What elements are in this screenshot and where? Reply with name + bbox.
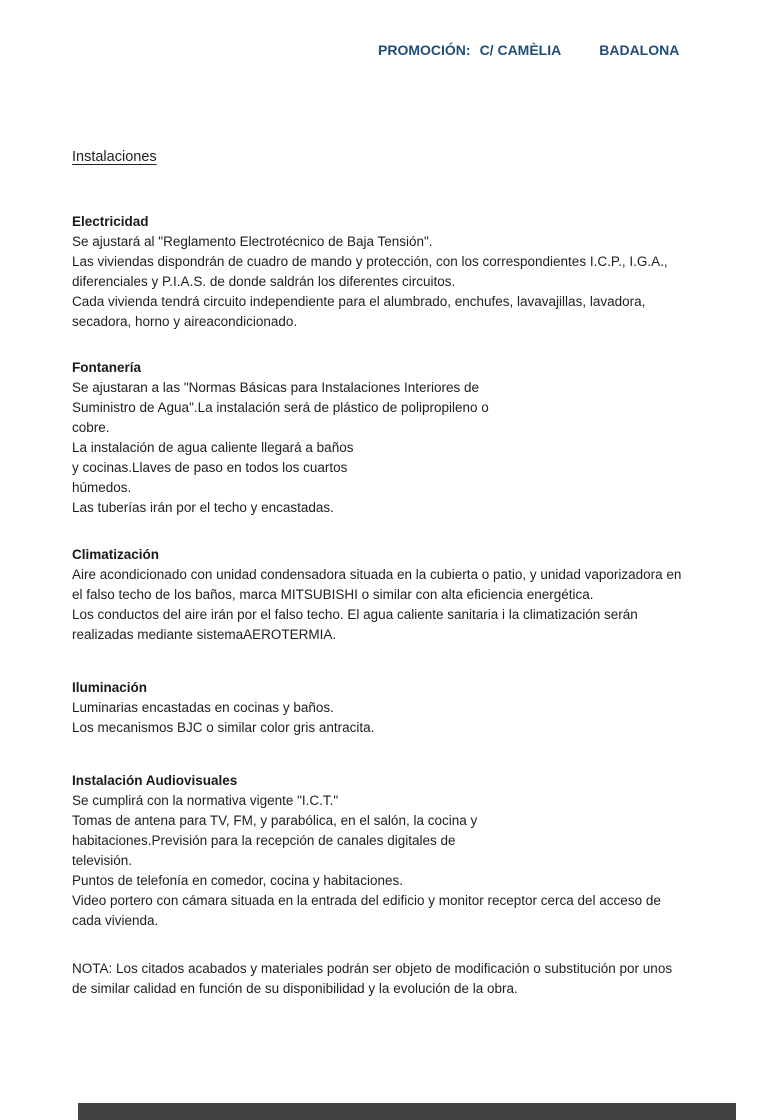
document-header — [0, 40, 763, 60]
promotion-city: BADALONA — [599, 42, 680, 58]
section-heading-climatizacion: Climatización — [72, 547, 160, 562]
section-heading-iluminacion: Iluminación — [72, 680, 148, 695]
section-body-electricidad: Se ajustará al "Reglamento Electrotécnico de Baja Tensión". Las viviendas dispondrán de cuadro de mando y protección, con los correspondientes I.C.P., I.G.A., diferenciales y P.I.A.S. de donde saldrán los diferentes circuitos. Cada vivienda tendrá circuito independiente para el alumbrado, enchufes, lavavajillas, lavadora, secadora, horno y aireacondicionado. — [72, 234, 668, 329]
section-body-iluminacion: Luminarias encastadas en cocinas y baños. Los mecanismos BJC o similar color gris antracita. — [72, 700, 375, 735]
page-title: Instalaciones — [72, 149, 157, 165]
section-fontaneria — [72, 358, 732, 518]
page-bottom-cutoff-bar — [78, 1103, 736, 1120]
document-page — [0, 40, 763, 999]
document-body — [72, 212, 732, 999]
promotion-label: PROMOCIÓN: — [378, 42, 471, 58]
section-body-audiovisuales: Se cumplirá con la normativa vigente "I.C.T." Tomas de antena para TV, FM, y parabólica, en el salón, la cocina y habitaciones.Previsión para la recepción de canales digitales de televisión. Puntos de telefonía en comedor, cocina y habitaciones. Video portero con cámara situada en la entrada del edificio y monitor receptor cerca del acceso de cada vivienda. — [72, 793, 661, 928]
note-paragraph: NOTA: Los citados acabados y materiales podrán ser objeto de modificación o substitución por unos de similar calidad en función de su disponibilidad y la evolución de la obra. — [72, 961, 673, 996]
section-iluminacion — [72, 678, 732, 738]
section-heading-fontaneria: Fontanería — [72, 360, 142, 375]
section-body-fontaneria: Se ajustaran a las "Normas Básicas para Instalaciones Interiores de Suministro de Agua".La instalación será de plástico de polipropileno o cobre. La instalación de agua caliente llegará a baños y cocinas.Llaves de paso en todos los cuartos húmedos. Las tuberías irán por el techo y encastadas. — [72, 380, 489, 515]
promotion-street: C/ CAMÈLIA — [479, 42, 562, 58]
section-heading-electricidad: Electricidad — [72, 214, 149, 229]
section-body-climatizacion: Aire acondicionado con unidad condensadora situada en la cubierta o patio, y unidad vaporizadora en el falso techo de los baños, marca MITSUBISHI o similar con alta eficiencia energética. Los conductos del aire irán por el falso techo. El agua caliente sanitaria i la climatización serán realizadas mediante sistemaAEROTERMIA. — [72, 567, 682, 642]
section-heading-audiovisuales: Instalación Audiovisuales — [72, 773, 238, 788]
section-climatizacion — [72, 545, 732, 645]
section-electricidad — [72, 212, 732, 332]
section-audiovisuales — [72, 771, 732, 931]
